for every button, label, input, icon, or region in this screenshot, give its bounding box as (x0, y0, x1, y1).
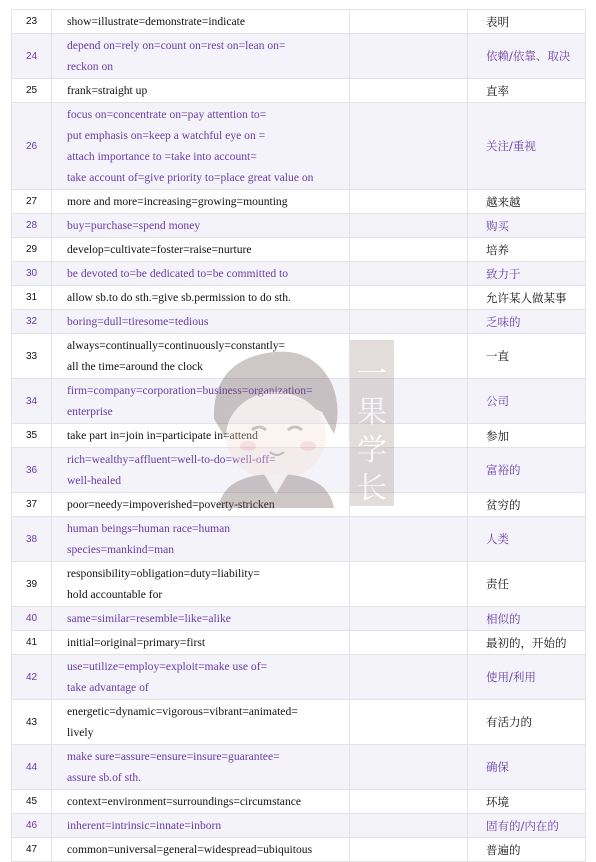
row-number: 31 (12, 286, 52, 310)
english-synonyms (52, 262, 350, 286)
english-line: always=continually=continuously=constantly= (67, 339, 286, 352)
table-row (12, 607, 586, 631)
row-number: 38 (12, 517, 52, 562)
chinese-meaning: 普遍的 (468, 838, 586, 862)
english-line: attach importance to =take into account= (67, 150, 257, 163)
blank-cell (350, 562, 468, 607)
english-line: energetic=dynamic=vigorous=vibrant=animated= (67, 705, 298, 718)
english-line: rich=wealthy=affluent=well-to-do=well-off= (67, 453, 276, 466)
english-line: be devoted to=be dedicated to=be committed to (67, 267, 289, 280)
blank-cell (350, 103, 468, 190)
svg-text:长: 长 (357, 471, 387, 506)
chinese-meaning: 购买 (468, 214, 586, 238)
english-line: context=environment=surroundings=circumstance (67, 795, 302, 808)
blank-cell (350, 424, 468, 448)
chinese-meaning: 责任 (468, 562, 586, 607)
english-synonyms (52, 562, 350, 607)
blank-cell (350, 655, 468, 700)
table-row (12, 745, 586, 790)
chinese-meaning: 直率 (468, 79, 586, 103)
english-line: boring=dull=tiresome=tedious (67, 315, 209, 328)
english-synonyms (52, 790, 350, 814)
chinese-meaning: 富裕的 (468, 448, 586, 493)
table-row (12, 103, 586, 190)
chinese-meaning: 培养 (468, 238, 586, 262)
chinese-meaning: 表明 (468, 10, 586, 34)
table-row (12, 34, 586, 79)
english-line: poor=needy=impoverished=poverty-stricken (67, 498, 275, 511)
row-number: 42 (12, 655, 52, 700)
blank-cell (350, 214, 468, 238)
table-row (12, 655, 586, 700)
english-line: put emphasis on=keep a watchful eye on = (67, 129, 266, 142)
row-number: 39 (12, 562, 52, 607)
english-line: make sure=assure=ensure=insure=guarantee= (67, 750, 280, 763)
english-line: common=universal=general=widespread=ubiquitous (67, 843, 313, 856)
chinese-meaning: 环境 (468, 790, 586, 814)
english-line: human beings=human race=human (67, 522, 231, 535)
table-row (12, 562, 586, 607)
table-row (12, 448, 586, 493)
row-number: 32 (12, 310, 52, 334)
chinese-meaning: 确保 (468, 745, 586, 790)
blank-cell (350, 286, 468, 310)
blank-cell (350, 190, 468, 214)
table-row (12, 790, 586, 814)
table-row (12, 262, 586, 286)
blank-cell (350, 607, 468, 631)
row-number: 23 (12, 10, 52, 34)
english-synonyms (52, 379, 350, 424)
english-line: species=mankind=man (67, 543, 175, 556)
blank-cell (350, 517, 468, 562)
english-line: inherent=intrinsic=innate=inborn (67, 819, 222, 832)
english-synonyms (52, 448, 350, 493)
chinese-meaning: 公司 (468, 379, 586, 424)
english-line: buy=purchase=spend money (67, 219, 201, 232)
blank-cell (350, 238, 468, 262)
english-synonyms (52, 10, 350, 34)
row-number: 33 (12, 334, 52, 379)
row-number: 46 (12, 814, 52, 838)
english-line: enterprise (67, 405, 113, 418)
english-synonyms (52, 79, 350, 103)
english-line: frank=straight up (67, 84, 148, 97)
table-row (12, 814, 586, 838)
row-number: 34 (12, 379, 52, 424)
english-line: focus on=concentrate on=pay attention to= (67, 108, 267, 121)
english-line: allow sb.to do sth.=give sb.permission to do sth. (67, 291, 291, 304)
table-row (12, 214, 586, 238)
svg-text:果: 果 (357, 395, 387, 430)
english-line: all the time=around the clock (67, 360, 203, 373)
chinese-meaning: 越来越 (468, 190, 586, 214)
english-line: take part in=join in=participate in=attend (67, 429, 258, 442)
english-synonyms (52, 700, 350, 745)
blank-cell (350, 838, 468, 862)
english-line: assure sb.of sth. (67, 771, 142, 784)
table-row (12, 79, 586, 103)
english-line: same=similar=resemble=like=alike (67, 612, 231, 625)
english-synonyms (52, 103, 350, 190)
blank-cell (350, 310, 468, 334)
english-synonyms (52, 607, 350, 631)
chinese-meaning: 乏味的 (468, 310, 586, 334)
row-number: 26 (12, 103, 52, 190)
chinese-meaning: 使用/利用 (468, 655, 586, 700)
english-line: reckon on (67, 60, 114, 73)
row-number: 47 (12, 838, 52, 862)
chinese-meaning: 人类 (468, 517, 586, 562)
row-number: 28 (12, 214, 52, 238)
chinese-meaning: 致力于 (468, 262, 586, 286)
chinese-meaning: 相似的 (468, 607, 586, 631)
row-number: 44 (12, 745, 52, 790)
english-line: more and more=increasing=growing=mounting (67, 195, 288, 208)
chinese-meaning: 有活力的 (468, 700, 586, 745)
table-row (12, 838, 586, 862)
blank-cell (350, 334, 468, 379)
english-synonyms (52, 493, 350, 517)
chinese-meaning: 最初的，开始的 (468, 631, 586, 655)
table-row (12, 238, 586, 262)
english-line: take advantage of (67, 681, 149, 694)
english-synonyms (52, 517, 350, 562)
english-synonyms (52, 310, 350, 334)
chinese-meaning: 依赖/依靠、取决 (468, 34, 586, 79)
table-row (12, 517, 586, 562)
svg-text:一: 一 (357, 357, 387, 392)
blank-cell (350, 493, 468, 517)
english-synonyms (52, 814, 350, 838)
chinese-meaning: 参加 (468, 424, 586, 448)
table-row (12, 379, 586, 424)
table-row (12, 631, 586, 655)
blank-cell (350, 448, 468, 493)
english-line: use=utilize=employ=exploit=make use of= (67, 660, 268, 673)
table-row (12, 493, 586, 517)
table-row (12, 700, 586, 745)
english-line: initial=original=primary=first (67, 636, 206, 649)
chinese-meaning: 一直 (468, 334, 586, 379)
table-row (12, 424, 586, 448)
blank-cell (350, 814, 468, 838)
english-line: hold accountable for (67, 588, 163, 601)
svg-text:学: 学 (357, 433, 387, 468)
chinese-meaning: 贫穷的 (468, 493, 586, 517)
chinese-meaning: 关注/重视 (468, 103, 586, 190)
english-line: well-healed (67, 474, 122, 487)
blank-cell (350, 10, 468, 34)
english-synonyms (52, 334, 350, 379)
english-synonyms (52, 745, 350, 790)
english-line: responsibility=obligation=duty=liability= (67, 567, 260, 580)
table-row (12, 334, 586, 379)
english-line: firm=company=corporation=business=organization= (67, 384, 313, 397)
blank-cell (350, 631, 468, 655)
synonym-table (11, 9, 586, 862)
row-number: 45 (12, 790, 52, 814)
row-number: 41 (12, 631, 52, 655)
row-number: 27 (12, 190, 52, 214)
chinese-meaning: 固有的/内在的 (468, 814, 586, 838)
blank-cell (350, 700, 468, 745)
chinese-meaning: 允许某人做某事 (468, 286, 586, 310)
row-number: 35 (12, 424, 52, 448)
english-line: take account of=give priority to=place great value on (67, 171, 314, 184)
english-line: depend on=rely on=count on=rest on=lean on= (67, 39, 286, 52)
english-line: develop=cultivate=foster=raise=nurture (67, 243, 252, 256)
row-number: 40 (12, 607, 52, 631)
blank-cell (350, 379, 468, 424)
english-synonyms (52, 238, 350, 262)
blank-cell (350, 790, 468, 814)
english-synonyms (52, 424, 350, 448)
row-number: 36 (12, 448, 52, 493)
row-number: 29 (12, 238, 52, 262)
english-synonyms (52, 631, 350, 655)
synonym-table-body (12, 10, 586, 862)
row-number: 37 (12, 493, 52, 517)
table-row (12, 286, 586, 310)
row-number: 24 (12, 34, 52, 79)
english-synonyms (52, 838, 350, 862)
row-number: 25 (12, 79, 52, 103)
english-synonyms (52, 655, 350, 700)
blank-cell (350, 79, 468, 103)
row-number: 43 (12, 700, 52, 745)
english-synonyms (52, 214, 350, 238)
english-synonyms (52, 286, 350, 310)
blank-cell (350, 262, 468, 286)
english-line: show=illustrate=demonstrate=indicate (67, 15, 246, 28)
table-row (12, 190, 586, 214)
english-synonyms (52, 190, 350, 214)
english-line: lively (67, 726, 94, 739)
row-number: 30 (12, 262, 52, 286)
table-row (12, 310, 586, 334)
blank-cell (350, 745, 468, 790)
english-synonyms (52, 34, 350, 79)
vocabulary-table-container (11, 9, 585, 862)
table-row (12, 10, 586, 34)
blank-cell (350, 34, 468, 79)
